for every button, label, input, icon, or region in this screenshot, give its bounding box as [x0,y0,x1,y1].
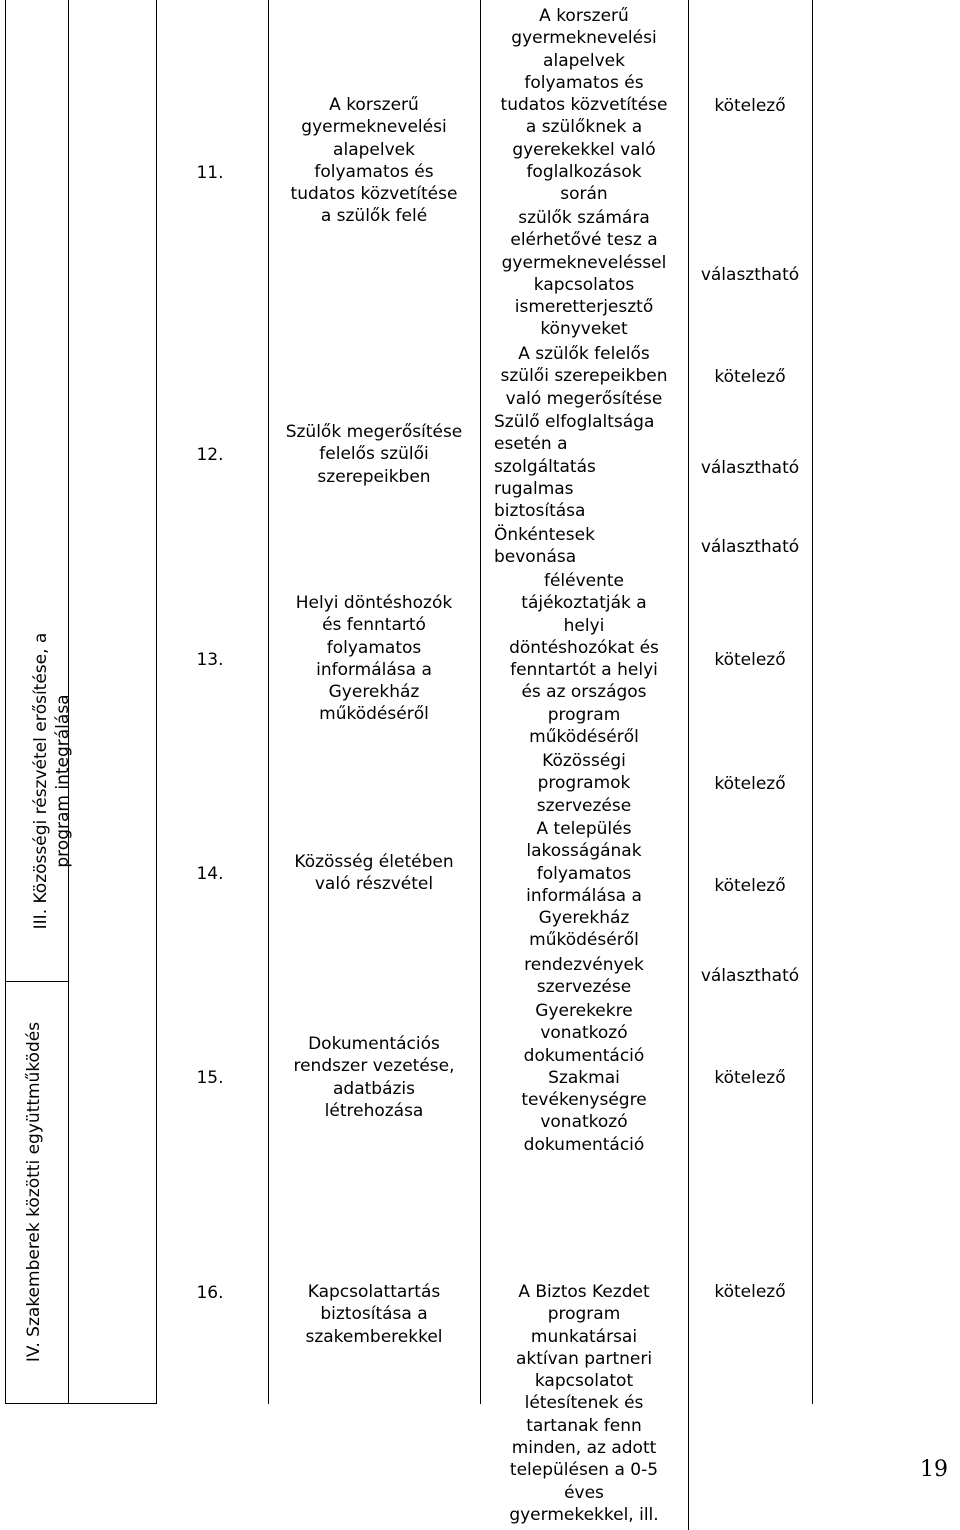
row-number: 12. [196,445,224,465]
status-value: kötelező [714,1068,786,1088]
row-number: 15. [196,1068,224,1088]
row-title: Helyi döntéshozók és fenntartó folyamatos informálása a Gyerekház működéséről [295,593,453,725]
table-border-bottom [5,1403,157,1404]
row-number: 13. [196,650,224,670]
activity-text: Gyerekekre vonatkozó dokumentáció Szakmai tevékenységre vonatkozó dokumentáció [521,1001,647,1155]
activity-text: rendezvények szervezése [524,955,644,998]
status-value: kötelező [714,367,786,387]
page-number: 19 [920,1457,948,1482]
row-number: 11. [196,163,224,183]
row-number: 14. [196,864,224,884]
status-value: választható [700,537,800,557]
activity-text: szülők számára elérhetővé tesz a gyermekneveléssel kapcsolatos ismeretterjesztő könyveket [501,208,667,340]
section-label-community: III. Közösségi részvétel erősítése, a program integrálása [31,632,73,930]
column-divider-2 [156,0,157,1404]
activity-text: Közösségi programok szervezése [536,751,632,816]
activity-text: Önkéntesek bevonása [494,525,595,568]
status-value: kötelező [714,1282,786,1302]
column-divider-4 [480,0,481,1404]
activity-text: Szülő elfoglaltsága esetén a szolgáltatás rugalmas biztosítása [494,412,655,522]
status-value: választható [700,265,800,285]
status-value: választható [700,458,800,478]
table-border-right [812,0,813,1404]
section-label-professionals: IV. Szakemberek közötti együttműködés [24,1021,44,1363]
row-title: Kapcsolattartás biztosítása a szakemberekkel [305,1282,443,1347]
status-value: kötelező [714,96,786,116]
row-title: Közösség életében való részvétel [294,852,454,895]
activity-text: A település lakosságának folyamatos informálása a Gyerekház működéséről [526,819,642,951]
row-title: Dokumentációs rendszer vezetése, adatbázis létrehozása [293,1034,455,1121]
row-title: Szülők megerősítése felelős szülői szerepeikben [285,422,463,487]
activity-text: A szülők felelős szülői szerepeikben való megerősítése [500,344,668,409]
status-value: kötelező [714,876,786,896]
activity-text: A Biztos Kezdet program munkatársai aktívan partneri kapcsolatot létesítenek és tartanak fenn minden, az adott településen a 0-5 éves gyermekekkel, ill. [509,1282,659,1525]
activity-text: félévente tájékoztatják a helyi döntéshozókat és fenntartót a helyi és az országos program működéséről [509,571,659,748]
status-value: kötelező [714,650,786,670]
column-divider-3 [268,0,269,1404]
status-value: kötelező [714,774,786,794]
activity-text: A korszerű gyermeknevelési alapelvek folyamatos és tudatos közvetítése a szülőknek a gyerekekkel való foglalkozások során [500,6,668,205]
table-border-left [5,0,6,1404]
status-value: választható [700,966,800,986]
row-title: A korszerű gyermeknevelési alapelvek folyamatos és tudatos közvetítése a szülők felé [290,95,458,227]
row-number: 16. [196,1283,224,1303]
column-divider-5 [688,0,689,1530]
